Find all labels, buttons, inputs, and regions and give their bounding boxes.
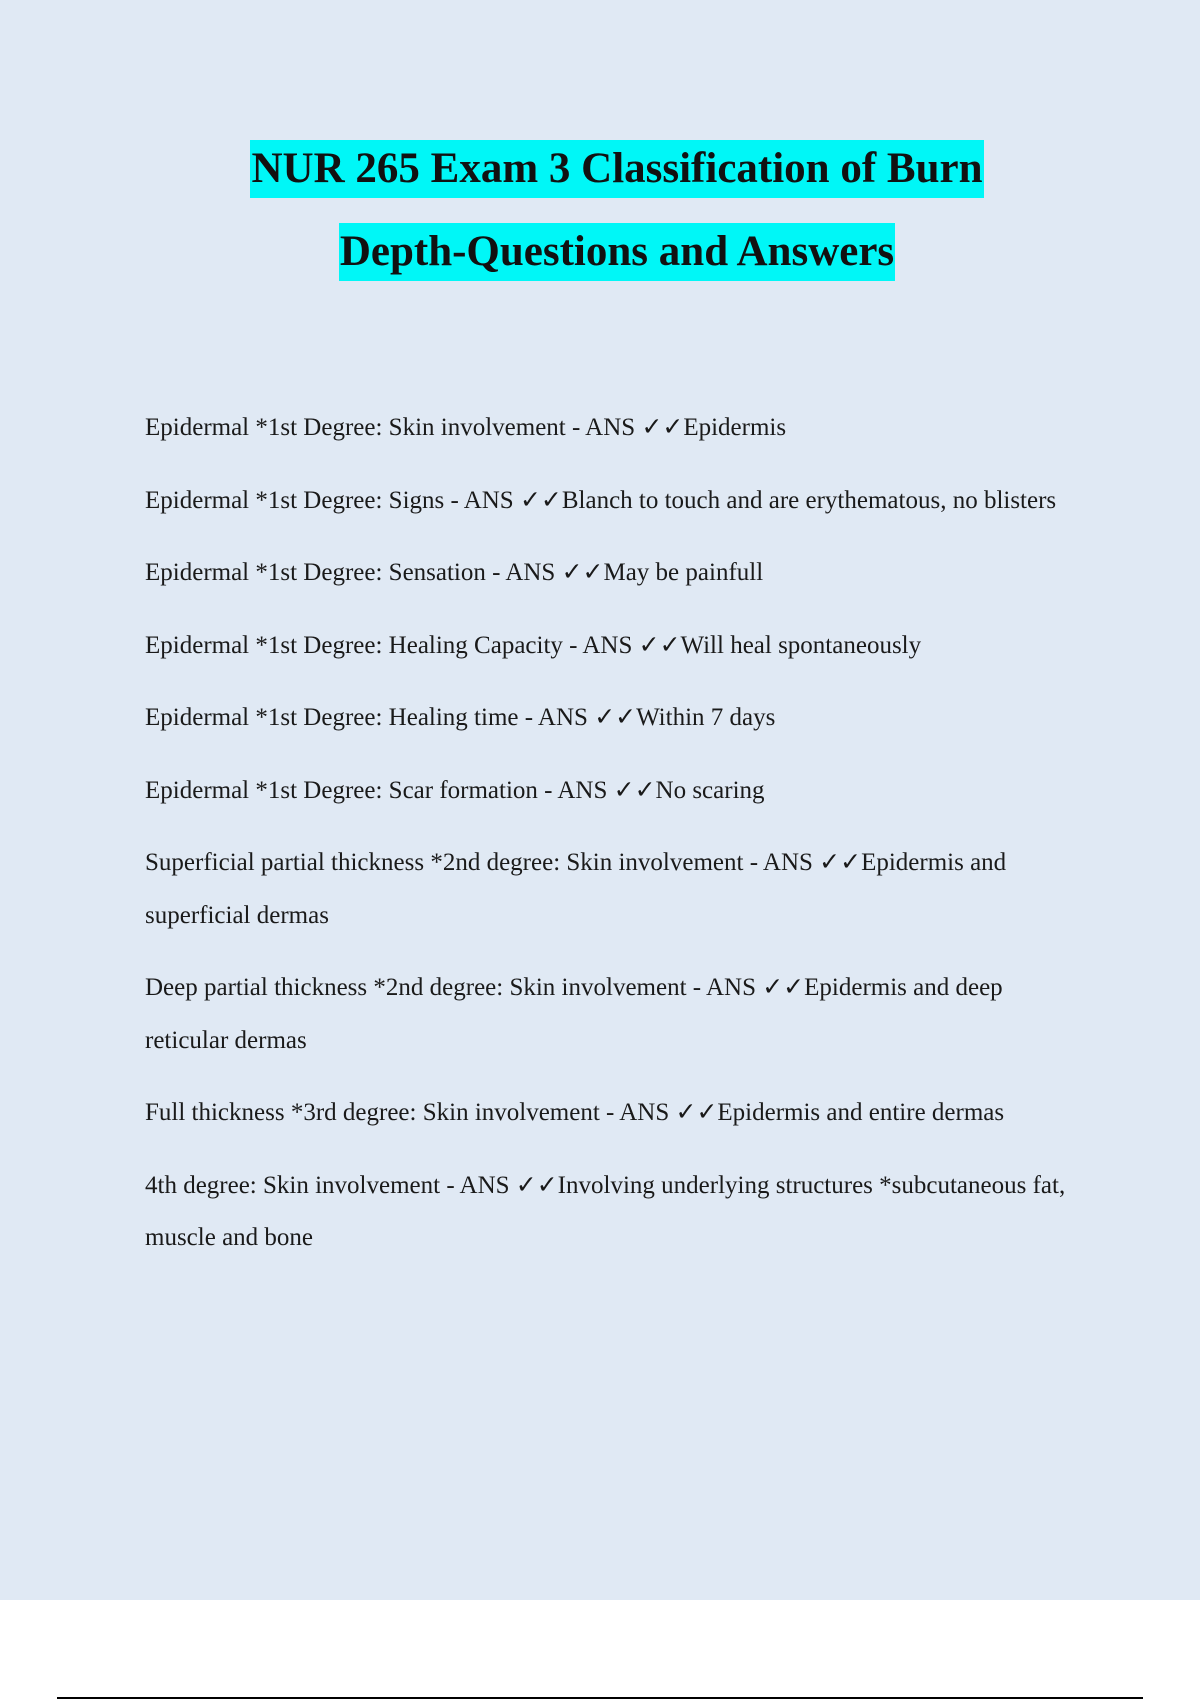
qa-item: Superficial partial thickness *2nd degree: Skin involvement - ANS ✓✓Epidermis and superficial dermas xyxy=(145,849,1007,929)
qa-item: Full thickness *3rd degree: Skin involvement - ANS ✓✓Epidermis and entire dermas xyxy=(145,1099,1005,1126)
qa-list xyxy=(145,402,1090,1285)
title-line-1: NUR 265 Exam 3 Classification of Burn xyxy=(250,140,983,198)
qa-item: Epidermal *1st Degree: Healing time - ANS ✓✓Within 7 days xyxy=(145,704,776,731)
qa-item: Epidermal *1st Degree: Healing Capacity - ANS ✓✓Will heal spontaneously xyxy=(145,631,922,659)
footer-divider xyxy=(57,1697,1143,1699)
qa-item: Epidermal *1st Degree: Scar formation - ANS ✓✓No scaring xyxy=(145,776,765,804)
title-line-2: Depth-Questions and Answers xyxy=(339,223,895,281)
qa-item: Epidermal *1st Degree: Skin involvement - ANS ✓✓Epidermis xyxy=(145,414,787,441)
qa-item: Epidermal *1st Degree: Sensation - ANS ✓✓May be painfull xyxy=(145,559,764,586)
qa-item: Epidermal *1st Degree: Signs - ANS ✓✓Blanch to touch and are erythematous, no blisters xyxy=(145,486,1057,514)
qa-item: Deep partial thickness *2nd degree: Skin involvement - ANS ✓✓Epidermis and deep reticular dermas xyxy=(145,974,1003,1054)
document-title xyxy=(0,140,1200,281)
qa-item: 4th degree: Skin involvement - ANS ✓✓Involving underlying structures *subcutaneous fat, muscle and bone xyxy=(145,1171,1066,1251)
